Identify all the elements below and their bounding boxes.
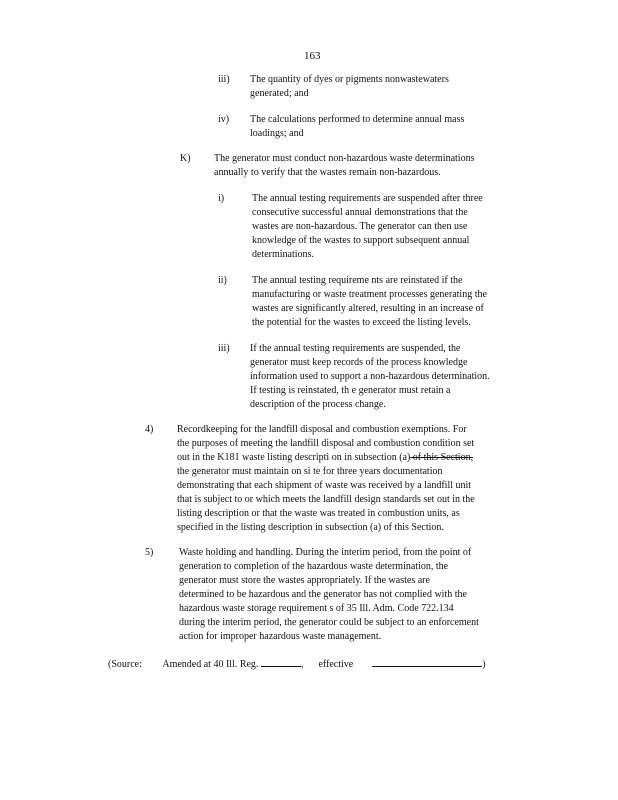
item-text: The annual testing requirements are suspended after three consecutive successful annual demonstrations that the wastes are non-hazardous. The generator can then use knowledge of the wastes to support subsequent annual determinations. xyxy=(252,193,483,260)
item-label: K) xyxy=(180,153,191,164)
effective-date-blank xyxy=(372,656,482,667)
register-blank xyxy=(261,656,301,667)
source-prefix: (Source: xyxy=(108,659,142,670)
page-number: 163 xyxy=(304,50,321,62)
paragraph-text-b: the generator must maintain on si te for three years documentation demonstrating that each shipment of waste was received by a landfill unit that is subject to or which meets the landfill design standards set out in the listing description or that the waste was treated in combustion units, as specified in the listing description in subsection (a) of this Section. xyxy=(177,466,475,533)
item-text: The generator must conduct non-hazardous waste determinations annually to verify that the wastes remain non-hazardous. xyxy=(214,153,475,178)
paragraph-text: Waste holding and handling. During the interim period, from the point of generation to completion of the hazardous waste determination, the generator must store the wastes appropriately. If the wastes are determined to be hazardous and the generator has not complied with the hazardous waste storage requirement s of 35 Ill. Adm. Code 722.134 during the interim period, the generator could be subject to an enforcement action for improper hazardous waste management. xyxy=(179,547,479,642)
paragraph-label: 4) xyxy=(145,424,154,435)
paragraph-text-a: Recordkeeping for the landfill disposal and combustion exemptions. For the purposes of meeting the landfill disposal and combustion condition set out in the K181 waste listing descripti on in subsection (a) xyxy=(177,424,475,463)
item-text: The calculations performed to determine annual mass loadings; and xyxy=(250,114,465,139)
item-text: The annual testing requireme nts are reinstated if the manufacturing or waste treatment processes generating the wastes are significantly altered, resulting in an increase of the potential for the wastes to exceed the listing levels. xyxy=(252,275,487,328)
paragraph-label: 5) xyxy=(145,547,154,558)
source-amended: Amended at 40 Ill. Reg. xyxy=(162,659,259,670)
item-text: If the annual testing requirements are suspended, the generator must keep records of the process knowledge information used to support a non-hazardous determination. If testing is reinstated, th e generator must retain a description of the process change. xyxy=(250,343,490,410)
struck-text: of this Section, xyxy=(410,452,474,463)
item-label: iii) xyxy=(218,74,230,85)
item-label: ii) xyxy=(218,275,227,286)
source-close: ) xyxy=(482,659,486,670)
item-text: The quantity of dyes or pigments nonwastewaters generated; and xyxy=(250,74,449,99)
paragraph-text xyxy=(177,423,539,535)
item-label: iv) xyxy=(218,114,230,125)
item-label: i) xyxy=(218,193,225,204)
source-comma: , xyxy=(300,659,304,670)
source-note xyxy=(108,656,528,672)
source-effective: effective xyxy=(318,659,354,670)
item-label: iii) xyxy=(218,343,230,354)
